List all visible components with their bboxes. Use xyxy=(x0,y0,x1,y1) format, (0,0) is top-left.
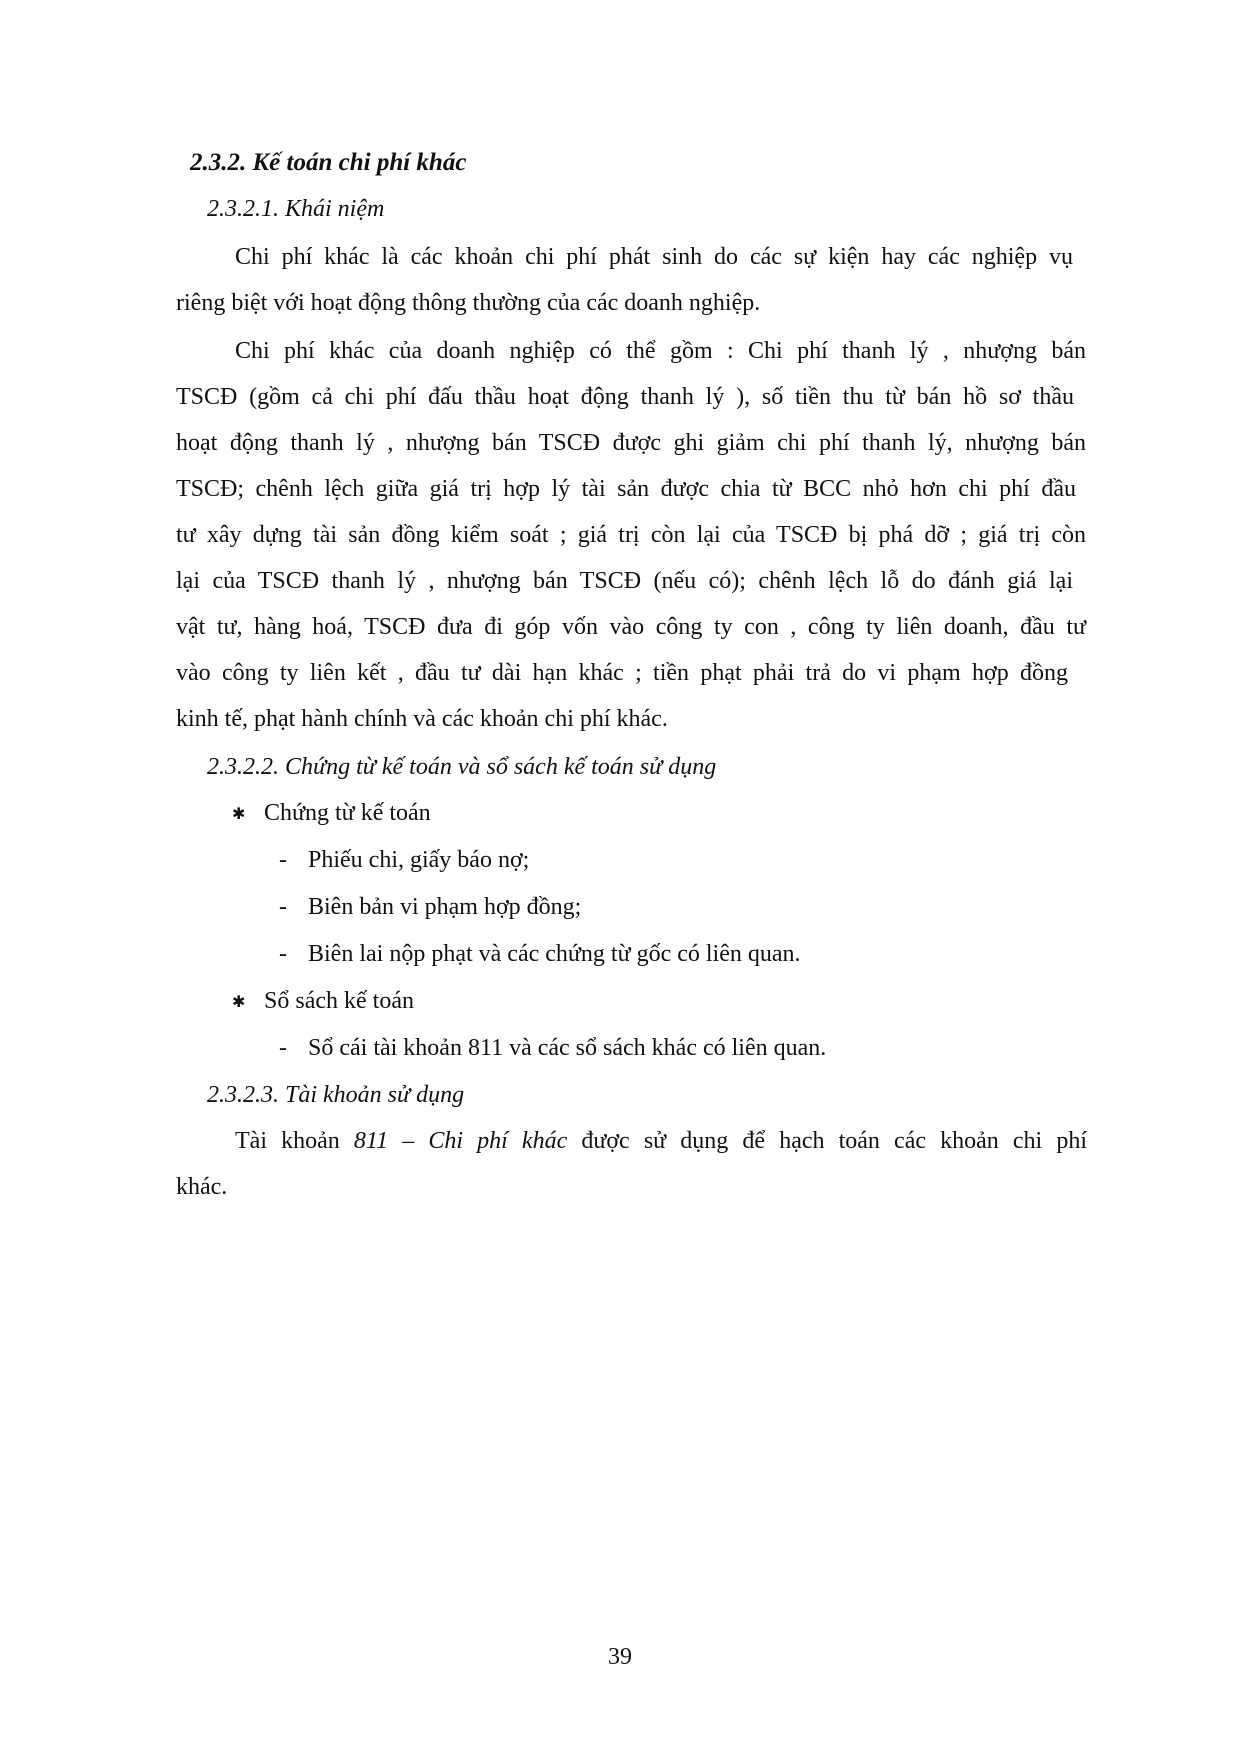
section-heading: 2.3.2. Kế toán chi phí khác xyxy=(190,149,467,176)
bullet-icon: ✱ xyxy=(232,994,246,1011)
account-paragraph-line-2: khác. xyxy=(176,1174,228,1200)
concept-paragraph-1-line-2: riêng biệt với hoạt động thông thường của các doanh nghiệp. xyxy=(176,290,761,316)
dash-icon: - xyxy=(279,894,287,920)
documents-heading: 2.3.2.2. Chứng từ kế toán và sổ sách kế toán sử dụng xyxy=(207,754,717,780)
bullet-icon: ✱ xyxy=(232,806,246,823)
vouchers-title: Chứng từ kế toán xyxy=(264,800,431,826)
dash-icon: - xyxy=(279,847,287,873)
account-suffix: được sử dụng để hạch toán các khoản chi phí xyxy=(581,1128,1088,1154)
dash-icon: - xyxy=(279,1035,287,1061)
concept-paragraph-2-line-1: Chi phí khác của doanh nghiệp có thể gồm : Chi phí thanh lý , nhượng bán xyxy=(235,338,1086,364)
concept-paragraph-2-line-6: lại của TSCĐ thanh lý , nhượng bán TSCĐ (nếu có); chênh lệch lỗ do đánh giá lại xyxy=(176,568,1073,594)
books-item-1: Sổ cái tài khoản 811 và các sổ sách khác có liên quan. xyxy=(308,1035,827,1061)
account-paragraph-line-1 xyxy=(235,1126,1087,1156)
concept-paragraph-2-line-7: vật tư, hàng hoá, TSCĐ đưa đi góp vốn vào công ty con , công ty liên doanh, đầu tư xyxy=(176,614,1086,640)
concept-paragraph-2-line-5: tư xây dựng tài sản đồng kiểm soát ; giá trị còn lại của TSCĐ bị phá dỡ ; giá trị còn xyxy=(176,522,1086,548)
concept-paragraph-2-line-2: TSCĐ (gồm cả chi phí đấu thầu hoạt động thanh lý ), số tiền thu từ bán hồ sơ thầu xyxy=(176,384,1074,410)
concept-paragraph-2-line-3: hoạt động thanh lý , nhượng bán TSCĐ được ghi giảm chi phí thanh lý, nhượng bán xyxy=(176,430,1086,456)
concept-paragraph-2-line-9: kinh tế, phạt hành chính và các khoản chi phí khác. xyxy=(176,706,668,732)
vouchers-item-3: Biên lai nộp phạt và các chứng từ gốc có liên quan. xyxy=(308,941,801,967)
books-title: Sổ sách kế toán xyxy=(264,988,414,1014)
concept-heading: 2.3.2.1. Khái niệm xyxy=(207,196,385,222)
dash-icon: - xyxy=(279,941,287,967)
account-prefix: Tài khoản xyxy=(235,1128,340,1154)
vouchers-item-2: Biên bản vi phạm hợp đồng; xyxy=(308,894,582,920)
account-number-name: 811 – Chi phí khác xyxy=(353,1128,568,1154)
account-heading: 2.3.2.3. Tài khoản sử dụng xyxy=(207,1082,465,1108)
concept-paragraph-2-line-4: TSCĐ; chênh lệch giữa giá trị hợp lý tài sản được chia từ BCC nhỏ hơn chi phí đầu xyxy=(176,476,1076,502)
page-number: 39 xyxy=(608,1644,632,1670)
vouchers-item-1: Phiếu chi, giấy báo nợ; xyxy=(308,847,530,873)
concept-paragraph-1-line-1: Chi phí khác là các khoản chi phí phát sinh do các sự kiện hay các nghiệp vụ xyxy=(235,244,1073,270)
concept-paragraph-2-line-8: vào công ty liên kết , đầu tư dài hạn khác ; tiền phạt phải trả do vi phạm hợp đồng xyxy=(176,660,1068,686)
